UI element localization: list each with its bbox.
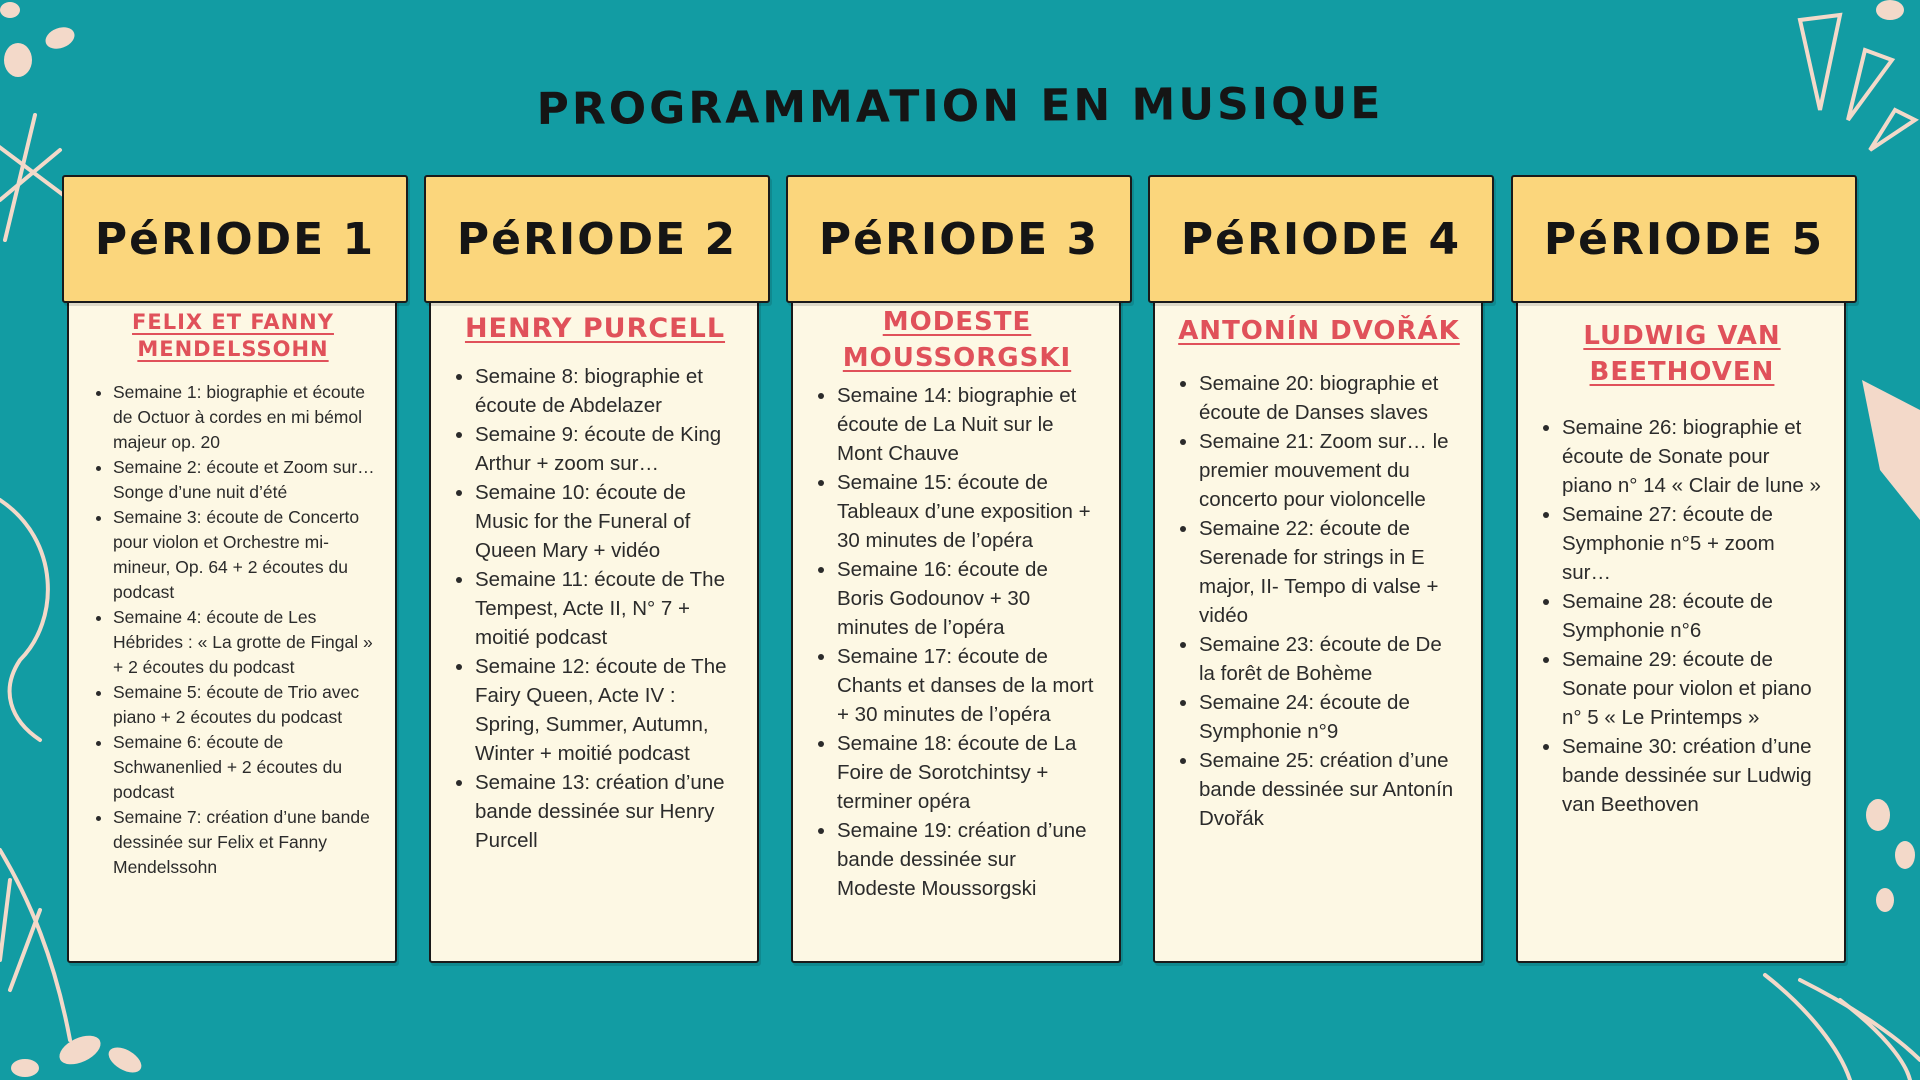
composer-name: FELIX ET FANNY MENDELSSOHN: [132, 310, 334, 362]
list-item: • Semaine 25: création d’une bande dessinée sur Antonín Dvořák: [1199, 746, 1461, 833]
composer-name: LUDWIG VAN BEETHOVEN: [1583, 321, 1781, 387]
list-item: • Semaine 24: écoute de Symphonie n°9: [1199, 688, 1461, 746]
list-item: • Semaine 22: écoute de Serenade for strings in E major, II- Tempo di valse + vidéo: [1199, 514, 1461, 630]
list-item: • Semaine 20: biographie et écoute de Danses slaves: [1199, 369, 1461, 427]
list-item: • Semaine 2: écoute et Zoom sur… Songe d’une nuit d’été: [113, 455, 375, 505]
period-column-1: [62, 175, 408, 973]
weeks-list: [815, 381, 1099, 903]
list-item: • Semaine 21: Zoom sur… le premier mouvement du concerto pour violoncelle: [1199, 427, 1461, 514]
period-card-3: [791, 293, 1121, 963]
list-item: • Semaine 10: écoute de Music for the Funeral of Queen Mary + vidéo: [475, 478, 737, 565]
list-item: • Semaine 5: écoute de Trio avec piano + 2 écoutes du podcast: [113, 680, 375, 730]
period-card-4: [1153, 293, 1483, 963]
period-column-4: [1148, 175, 1494, 973]
list-item: • Semaine 26: biographie et écoute de Sonate pour piano n° 14 « Clair de lune »: [1562, 413, 1824, 500]
list-item: • Semaine 17: écoute de Chants et danses de la mort + 30 minutes de l’opéra: [837, 642, 1099, 729]
list-item: • Semaine 8: biographie et écoute de Abdelazer: [475, 362, 737, 420]
list-item: • Semaine 13: création d’une bande dessinée sur Henry Purcell: [475, 768, 737, 855]
weeks-list: [1177, 369, 1461, 833]
list-item: • Semaine 11: écoute de The Tempest, Acte II, N° 7 + moitié podcast: [475, 565, 737, 652]
list-item: • Semaine 3: écoute de Concerto pour violon et Orchestre mi-mineur, Op. 64 + 2 écoutes du podcast: [113, 505, 375, 605]
period-header: PéRIODE 2: [424, 175, 770, 303]
list-item: • Semaine 1: biographie et écoute de Octuor à cordes en mi bémol majeur op. 20: [113, 380, 375, 455]
list-item: • Semaine 27: écoute de Symphonie n°5 + zoom sur…: [1562, 500, 1824, 587]
list-item: • Semaine 19: création d’une bande dessinée sur Modeste Moussorgski: [837, 816, 1099, 903]
list-item: • Semaine 15: écoute de Tableaux d’une exposition + 30 minutes de l’opéra: [837, 468, 1099, 555]
list-item: • Semaine 16: écoute de Boris Godounov + 30 minutes de l’opéra: [837, 555, 1099, 642]
period-column-5: [1511, 175, 1857, 973]
list-item: • Semaine 14: biographie et écoute de La Nuit sur le Mont Chauve: [837, 381, 1099, 468]
composer-name: MODESTE MOUSSORGSKI: [842, 307, 1072, 373]
list-item: • Semaine 29: écoute de Sonate pour violon et piano n° 5 « Le Printemps »: [1562, 645, 1824, 732]
weeks-list: [1540, 413, 1824, 819]
list-item: • Semaine 4: écoute de Les Hébrides : « La grotte de Fingal » + 2 écoutes du podcast: [113, 605, 375, 680]
period-header: PéRIODE 5: [1511, 175, 1857, 303]
list-item: • Semaine 18: écoute de La Foire de Sorotchintsy + terminer opéra: [837, 729, 1099, 816]
weeks-list: [453, 362, 737, 855]
list-item: • Semaine 9: écoute de King Arthur + zoom sur…: [475, 420, 737, 478]
period-card-2: [429, 293, 759, 963]
page-title: PROGRAMMATION EN MUSIQUE: [536, 78, 1384, 136]
period-header: PéRIODE 1: [62, 175, 408, 303]
composer-name: ANTONÍN DVOŘÁK: [1178, 316, 1460, 346]
list-item: • Semaine 12: écoute de The Fairy Queen, Acte IV : Spring, Summer, Autumn, Winter + moitié podcast: [475, 652, 737, 768]
period-column-2: [424, 175, 770, 973]
period-card-5: [1516, 293, 1846, 963]
list-item: • Semaine 28: écoute de Symphonie n°6: [1562, 587, 1824, 645]
composer-name: HENRY PURCELL: [464, 313, 726, 344]
weeks-list: [91, 380, 375, 880]
list-item: • Semaine 23: écoute de De la forêt de Bohème: [1199, 630, 1461, 688]
list-item: • Semaine 6: écoute de Schwanenlied + 2 écoutes du podcast: [113, 730, 375, 805]
period-header: PéRIODE 4: [1148, 175, 1494, 303]
period-card-1: [67, 293, 397, 963]
period-column-3: [786, 175, 1132, 973]
list-item: • Semaine 30: création d’une bande dessinée sur Ludwig van Beethoven: [1562, 732, 1824, 819]
list-item: • Semaine 7: création d’une bande dessinée sur Felix et Fanny Mendelssohn: [113, 805, 375, 880]
period-header: PéRIODE 3: [786, 175, 1132, 303]
